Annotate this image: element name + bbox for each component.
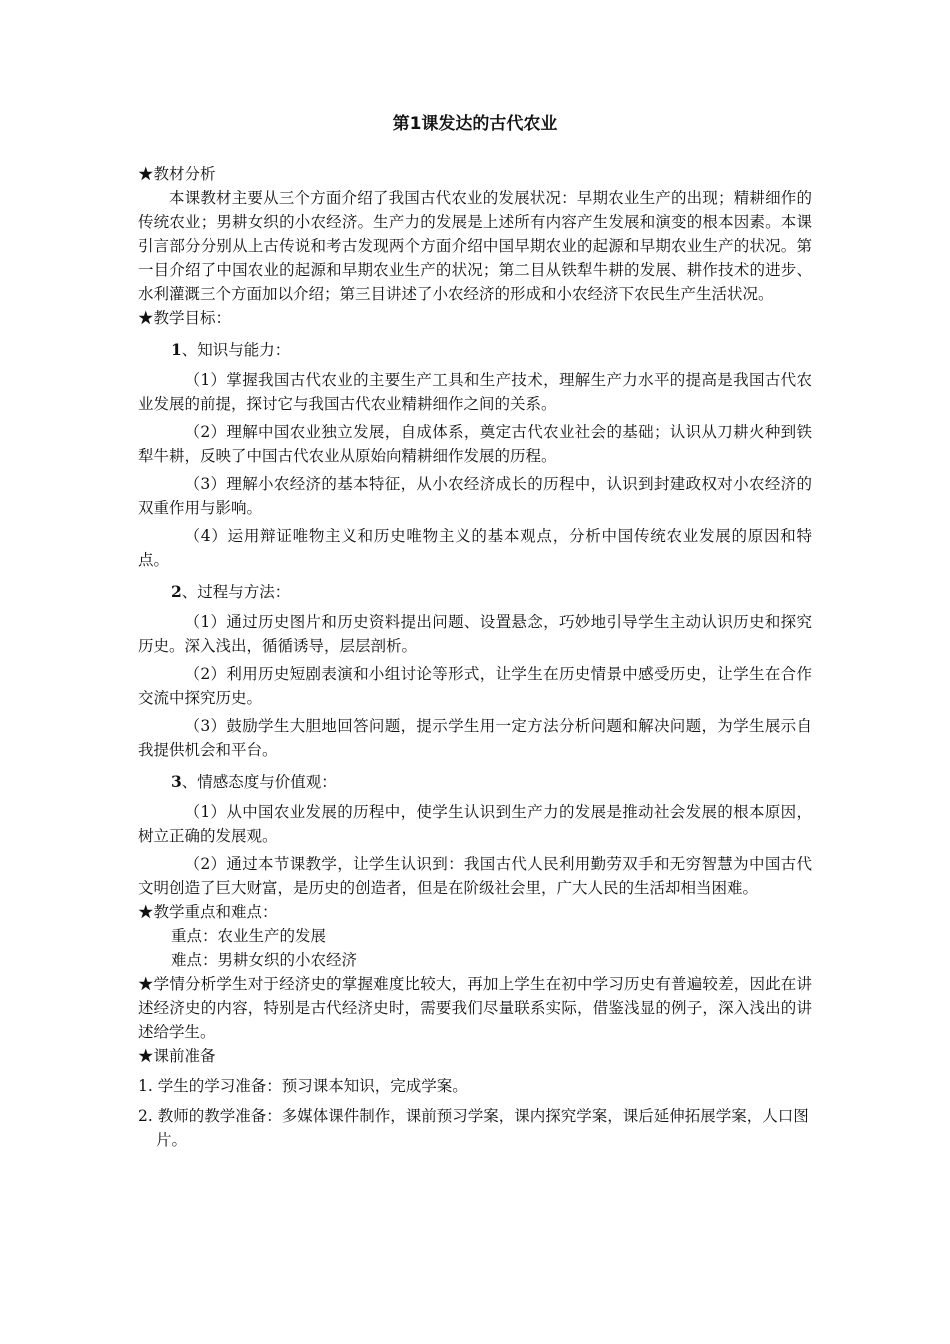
document-title: 第1课发达的古代农业 — [392, 114, 558, 134]
goal-item: （3）理解小农经济的基本特征，从小农经济成长的历程中，认识到封建政权对小农经济的双重作用与影响。 — [138, 475, 812, 517]
section-heading-textbook-analysis: ★教材分析 — [138, 165, 216, 183]
section-heading-teaching-goals: ★教学目标： — [138, 309, 232, 327]
key-point-line: 重点：农业生产的发展 — [171, 927, 327, 945]
difficult-point-line: 难点：男耕女织的小农经济 — [171, 951, 358, 969]
subheading-label: 、知识与能力： — [181, 341, 291, 359]
subheading-number: 1 — [171, 340, 182, 359]
goal-item: （1）通过历史图片和历史资料提出问题、设置悬念，巧妙地引导学生主动认识历史和探究历史。深入浅出，循循诱导，层层剖析。 — [138, 613, 812, 655]
subheading-knowledge-ability — [138, 338, 812, 362]
subheading-label: 、情感态度与价值观： — [181, 773, 337, 791]
subheading-number: 3 — [171, 772, 182, 791]
subheading-process-method — [138, 580, 812, 604]
goal-item: （2）利用历史短剧表演和小组讨论等形式，让学生在历史情景中感受历史，让学生在合作交流中探究历史。 — [138, 665, 812, 707]
goal-item: （1）从中国农业发展的历程中，使学生认识到生产力的发展是推动社会发展的根本原因，树立正确的发展观。 — [138, 803, 812, 845]
preparation-item-teacher: 2. 教师的教学准备：多媒体课件制作，课前预习学案，课内探究学案，课后延伸拓展学案，人口图片。 — [138, 1107, 809, 1149]
goal-item: （3）鼓励学生大胆地回答问题，提示学生用一定方法分析问题和解决问题，为学生展示自我提供机会和平台。 — [138, 717, 812, 759]
section-heading-preparation: ★课前准备 — [138, 1047, 216, 1065]
goal-item: （2）理解中国农业独立发展，自成体系，奠定古代农业社会的基础；认识从刀耕火种到铁犁牛耕，反映了中国古代农业从原始向精耕细作发展的历程。 — [138, 423, 812, 465]
student-analysis-paragraph: ★学情分析学生对于经济史的掌握难度比较大，再加上学生在初中学习历史有普遍较差，因此在讲述经济史的内容，特别是古代经济史时，需要我们尽量联系实际，借鉴浅显的例子，深入浅出的讲述给学生。 — [138, 975, 812, 1041]
textbook-analysis-paragraph: 本课教材主要从三个方面介绍了我国古代农业的发展状况：早期农业生产的出现；精耕细作的传统农业；男耕女织的小农经济。生产力的发展是上述所有内容产生发展和演变的根本因素。本课引言部分分别从上古传说和考古发现两个方面介绍中国早期农业的起源和早期农业生产的状况。第一目介绍了中国农业的起源和早期农业生产的状况；第二目从铁犁牛耕的发展、耕作技术的进步、水利灌溉三个方面加以介绍；第三目讲述了小农经济的形成和小农经济下农民生产生活状况。 — [138, 189, 812, 303]
section-heading-key-points: ★教学重点和难点： — [138, 903, 278, 921]
goal-item: （2）通过本节课教学，让学生认识到：我国古代人民利用勤劳双手和无穷智慧为中国古代文明创造了巨大财富，是历史的创造者，但是在阶级社会里，广大人民的生活却相当困难。 — [138, 855, 812, 897]
preparation-item-student: 1. 学生的学习准备：预习课本知识，完成学案。 — [138, 1077, 468, 1095]
goal-item: （1）掌握我国古代农业的主要生产工具和生产技术，理解生产力水平的提高是我国古代农业发展的前提，探讨它与我国古代农业精耕细作之间的关系。 — [138, 371, 812, 413]
goal-item: （4）运用辩证唯物主义和历史唯物主义的基本观点，分析中国传统农业发展的原因和特点。 — [138, 527, 812, 569]
subheading-label: 、过程与方法： — [181, 583, 291, 601]
subheading-number: 2 — [171, 582, 182, 601]
subheading-emotion-values — [138, 770, 812, 794]
